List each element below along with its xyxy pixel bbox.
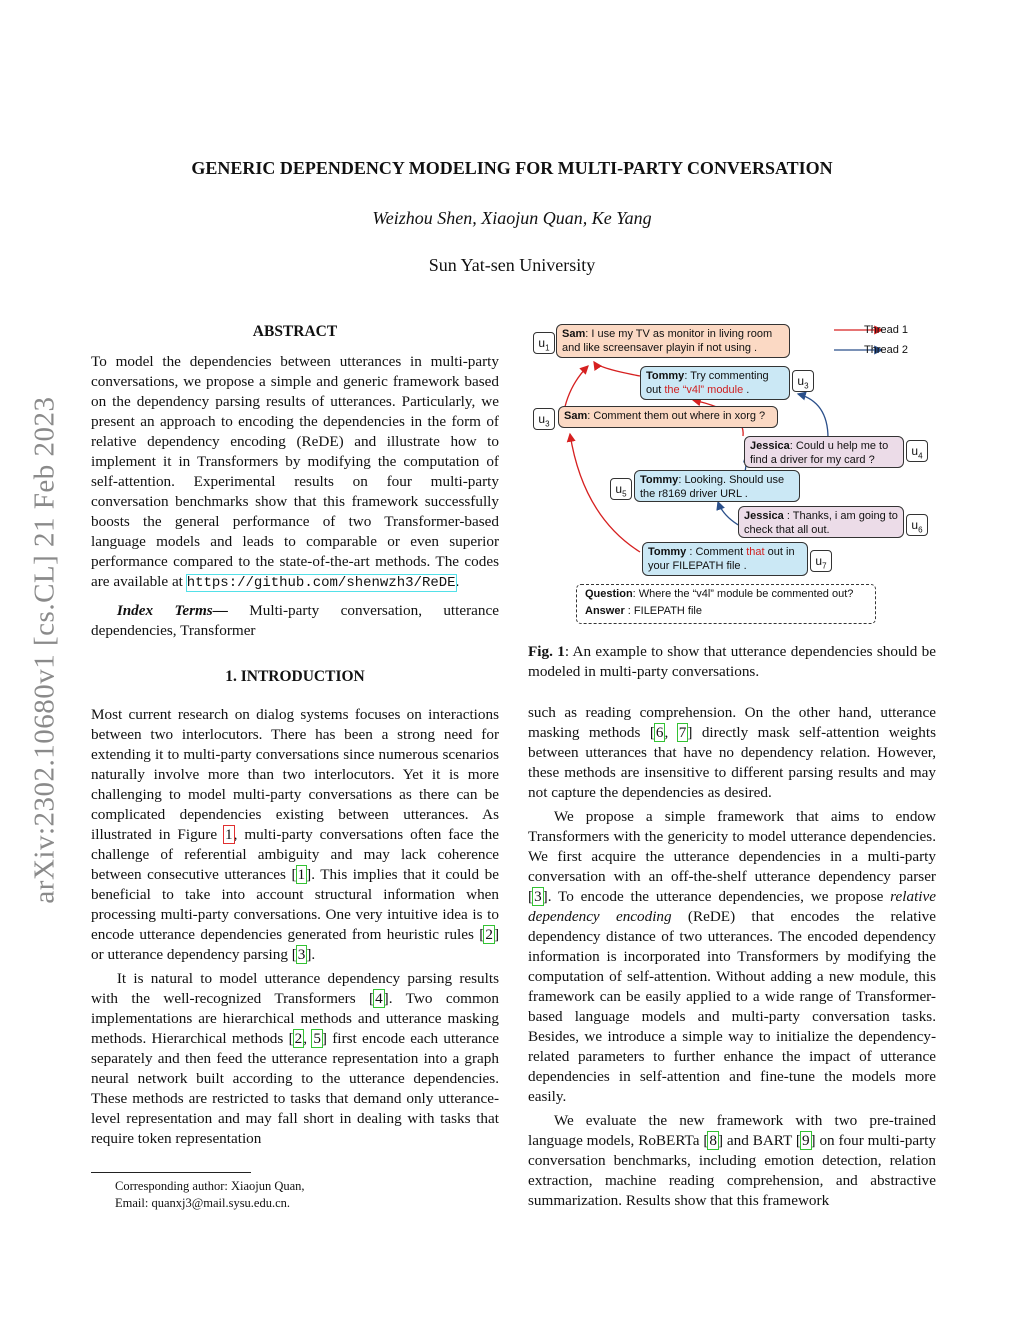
intro-paragraph-3: such as reading comprehension. On the other hand, utterance masking methods [6, 7] directly mask self-attention weights between utterances that have no dependency relation. However, these methods are insensitive to different parsing results and may not capture the dependencies as desired. <box>528 704 936 801</box>
left-column <box>91 322 499 1149</box>
arrow-u6-u5 <box>718 502 740 526</box>
intro-paragraph-2: It is natural to model utterance dependency parsing results with the well-recognized Transformers [4]. Two common implementations are hierarchical methods and utterance masking methods. Hierarchical methods [2, 5] first encode each utterance separately and then feed the utterance representation into a graph neural network built according to the utterance dependencies. These methods are restricted to tasks that demand only utterance-level representation and may fall short in dealing with tasks that require token representation <box>91 970 500 1147</box>
citation-link[interactable]: 9 <box>801 1132 810 1149</box>
question-answer-box <box>576 584 876 624</box>
citation-link[interactable]: 8 <box>709 1132 718 1149</box>
paper-affiliation: Sun Yat-sen University <box>428 255 596 275</box>
citation-link[interactable]: 7 <box>678 724 687 741</box>
paper-title: GENERIC DEPENDENCY MODELING FOR MULTI-PARTY CONVERSATION <box>191 158 833 178</box>
figure-ref[interactable]: 1 <box>225 826 233 843</box>
utterance-label-u3: $u_3$ <box>533 408 555 430</box>
code-link[interactable]: https://github.com/shenwzh3/ReDE <box>186 575 456 591</box>
citation-link[interactable]: 5 <box>313 1030 321 1047</box>
utterance-u3: Sam: Comment them out where in xorg ? <box>558 406 778 428</box>
legend-thread1: Thread 1 <box>864 324 909 336</box>
question-line: Question: Where the “v4l” module be commented out? <box>585 588 854 600</box>
answer-line: Answer : FILEPATH file <box>585 605 702 617</box>
footnote <box>115 1178 305 1212</box>
intro-paragraph-1: Most current research on dialog systems focuses on interactions between two interlocutors. There has been a strong need for extending it to multi-party conversations since numerous scenarios naturally involve more than two interlocutors. Yet it is more challenging to model multi-party conversations as there can be complicated dependencies existing between utterances. As illustrated in Figure 1, multi-party conversations often face the challenge of referential ambiguity and may lack coherence between consecutive utterances [1]. This implies that it could be beneficial to take into account structural information when processing multi-party conversations. One very intuitive idea is to encode utterance dependencies generated from heuristic rules [2] or utterance dependency parsing [3]. <box>91 706 499 963</box>
citation-link[interactable]: 1 <box>297 866 306 883</box>
citation-link[interactable]: 6 <box>655 724 664 741</box>
utterance-u4: Jessica: Could u help me to find a driver for my card ? <box>744 436 904 468</box>
footnote-rule <box>91 1172 251 1173</box>
citation-link[interactable]: 2 <box>485 926 493 943</box>
citation-link[interactable]: 3 <box>534 888 542 905</box>
utterance-label-u4: $u_4$ <box>906 440 928 462</box>
legend-thread2: Thread 2 <box>864 344 909 356</box>
arrow-u4-u3 <box>798 394 828 438</box>
index-terms: Index Terms— Multi-party conversation, utterance dependencies, Transformer <box>91 602 499 639</box>
figure-1 <box>528 316 938 632</box>
abstract-text: To model the dependencies between utterances in multi-party conversations, we propose a simple and generic framework based on the dependency parsing results of utterances. Particularly, we present an approach to encoding the dependencies in the form of relative dependency encoding (ReDE) and illustrate how to implement it in Transformers by modifying the computation of self-attention. Experimental results on four multi-party conversation benchmarks show that this framework successfully boosts the general performance of two Transformer-based language models and leads to comparable or even superior performance compared to the state-of-the-art methods. The codes are available at https://github.com/shenwzh3/ReDE. <box>91 353 499 591</box>
citation-link[interactable]: 3 <box>297 946 306 963</box>
citation-link[interactable]: 2 <box>294 1030 303 1047</box>
utterance-label-u6: $u_6$ <box>906 514 928 536</box>
citation-link[interactable]: 4 <box>375 990 383 1007</box>
footnote-email: Email: quanxj3@mail.sysu.edu.cn. <box>115 1196 291 1210</box>
intro-paragraph-4: We propose a simple framework that aims to endow Transformers with the genericity to model utterance dependencies. We first acquire the utterance dependencies in a multi-party conversation with an off-the-shelf utterance dependency parser [3]. To encode the utterance dependencies, we propose relative dependency encoding (ReDE) that encodes the relative dependency distance of two utterances. The encoded dependency information is incorporated into Transformers by modifying the computation of self-attention. Without adding a new module, this framework can be easily applied to a wide range of Transformer-based language models and multi-party conversation tasks. Besides, we introduce a simple way to initialize the dependency-related parameters to further enhance the impact of utterance dependencies in self-attention and fine-tune the models more easily. <box>528 808 936 1105</box>
arrow-u2-u1 <box>594 362 640 376</box>
utterance-u1: Sam: I use my TV as monitor in living room and like screensaver playin if not using . <box>556 324 790 358</box>
utterance-u7: Tommy : Comment that out in your FILEPATH file . <box>642 542 808 576</box>
footnote-author: Corresponding author: Xiaojun Quan, <box>115 1179 305 1193</box>
figure-caption: Fig. 1: An example to show that utterance dependencies should be modeled in multi-party conversations. <box>528 643 936 680</box>
utterance-u6: Jessica : Thanks, i am going to check that all out. <box>738 506 904 538</box>
utterance-label-u2: $u_3$ <box>792 370 814 392</box>
paper-authors: Weizhou Shen, Xiaojun Quan, Ke Yang <box>372 208 652 228</box>
arxiv-stamp-text: arXiv:2302.10680v1 [cs.CL] 21 Feb 2023 <box>28 396 61 904</box>
utterance-u2: Tommy: Try commenting out the “v4l” module . <box>640 366 790 400</box>
utterance-label-u1: $u_1$ <box>533 332 555 354</box>
intro-heading: 1. INTRODUCTION <box>225 668 365 685</box>
utterance-u5: Tommy: Looking. Should use the r8169 driver URL . <box>634 470 800 502</box>
arxiv-stamp <box>20 360 70 940</box>
right-column <box>528 703 936 1211</box>
abstract-heading: ABSTRACT <box>252 323 338 340</box>
intro-paragraph-5: We evaluate the new framework with two pre-trained language models, RoBERTa [8] and BART [9] on four multi-party conversation benchmarks, including emotion detection, relation extraction, machine reading comprehension, and abstractive summarization. Results show that this framework <box>528 1112 936 1209</box>
utterance-label-u5: $u_5$ <box>610 478 632 500</box>
utterance-label-u7: $u_7$ <box>810 550 832 572</box>
